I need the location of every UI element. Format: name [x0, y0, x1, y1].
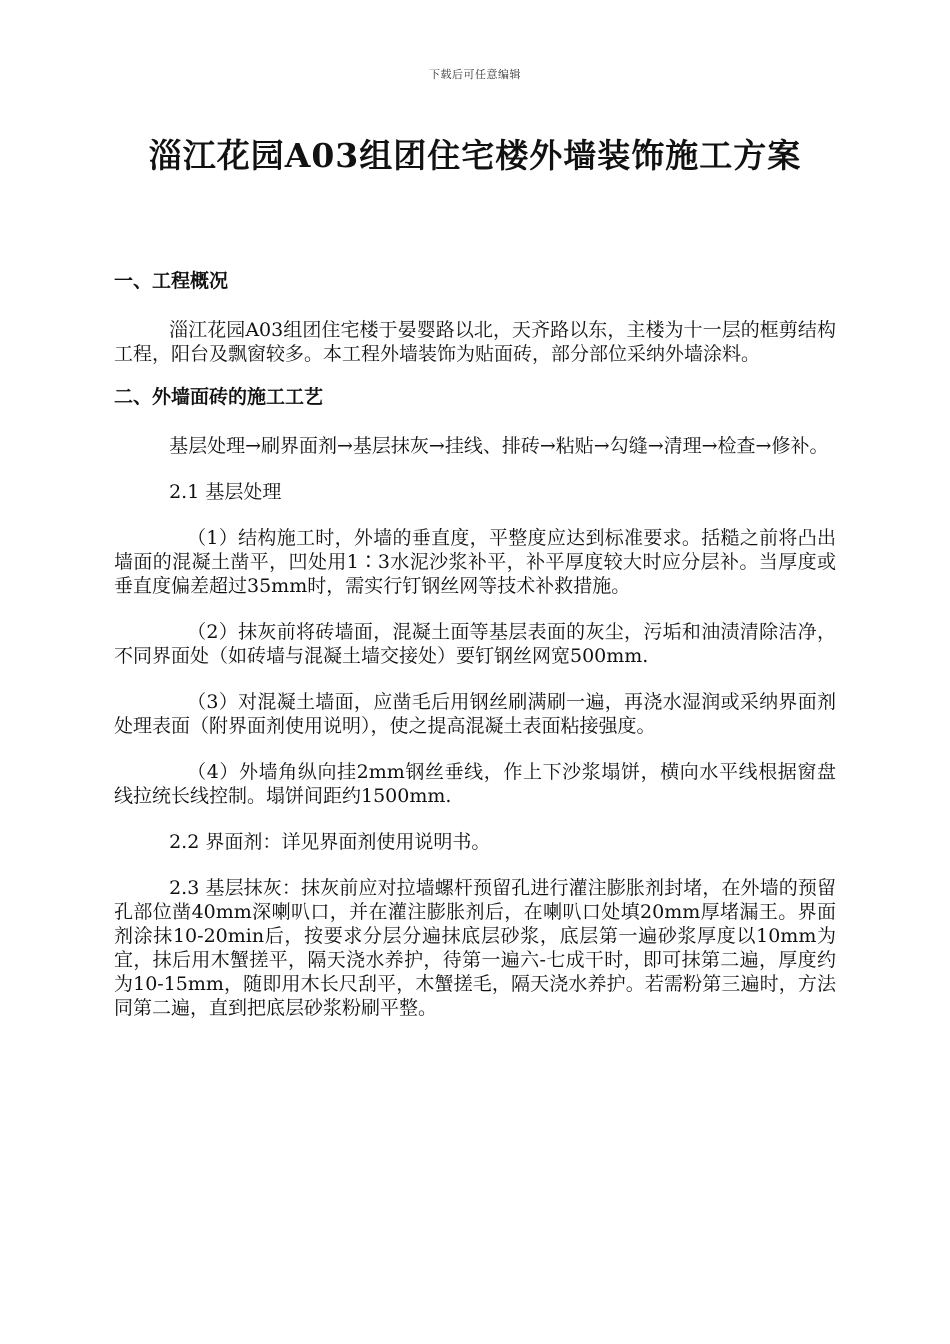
document-title: 淄江花园A03组团住宅楼外墙装饰施工方案: [148, 136, 802, 175]
section-heading-process: 二、外墙面砖的施工工艺: [114, 386, 324, 408]
process-flow-paragraph: 基层处理→刷界面剂→基层抹灰→挂线、排砖→粘贴→勾缝→清理→检查→修补。: [169, 435, 829, 457]
overview-paragraph: 淄江花园A03组团住宅楼于晏婴路以北，天齐路以东，主楼为十一层的框剪结构工程，阳台及飘窗较多。本工程外墙装饰为贴面砖，部分部位采纳外墙涂料。: [114, 319, 836, 365]
document-body: [114, 266, 836, 1020]
header-note: 下载后可任意编辑: [429, 68, 521, 81]
subsection-2-3-paragraph: 2.3 基层抹灰：抹灰前应对拉墙螺杆预留孔进行灌注膨胀剂封堵，在外墙的预留孔部位凿40mm深喇叭口，并在灌注膨胀剂后，在喇叭口处填20mm厚堵漏王。界面剂涂抹10-20min后，按要求分层分遍抹底层砂浆，底层第一遍砂浆厚度以10mm为宜，抹后用木蟹搓平，隔天浇水养护，待第一遍六-七成干时，即可抹第二遍，厚度约为10-15mm，随即用木长尺刮平，木蟹搓毛，隔天浇水养护。若需粉第三遍时，方法同第二遍，直到把底层砂浆粉刷平整。: [114, 877, 836, 1019]
section-heading-overview: 一、工程概况: [114, 270, 229, 292]
item-4-paragraph: （4）外墙角纵向挂2mm钢丝垂线，作上下沙浆塌饼，横向水平线根据窗盘线拉统长线控制。塌饼间距约1500mm.: [114, 761, 836, 807]
item-3-paragraph: （3）对混凝土墙面，应凿毛后用钢丝刷满刷一遍，再浇水湿润或采纳界面剂处理表面（附界面剂使用说明），使之提高混凝土表面粘接强度。: [114, 691, 836, 737]
subsection-2-2-paragraph: 2.2 界面剂：详见界面剂使用说明书。: [169, 831, 491, 853]
subsection-2-1-heading: 2.1 基层处理: [169, 481, 282, 503]
item-1-paragraph: （1）结构施工时，外墙的垂直度，平整度应达到标准要求。括糙之前将凸出墙面的混凝土凿平，凹处用1∶3水泥沙浆补平，补平厚度较大时应分层补。当厚度或垂直度偏差超过35mm时，需实行钉钢丝网等技术补救措施。: [114, 527, 836, 597]
item-2-paragraph: （2）抹灰前将砖墙面，混凝土面等基层表面的灰尘，污垢和油渍清除洁净，不同界面处（如砖墙与混凝土墙交接处）要钉钢丝网宽500mm.: [114, 621, 836, 667]
